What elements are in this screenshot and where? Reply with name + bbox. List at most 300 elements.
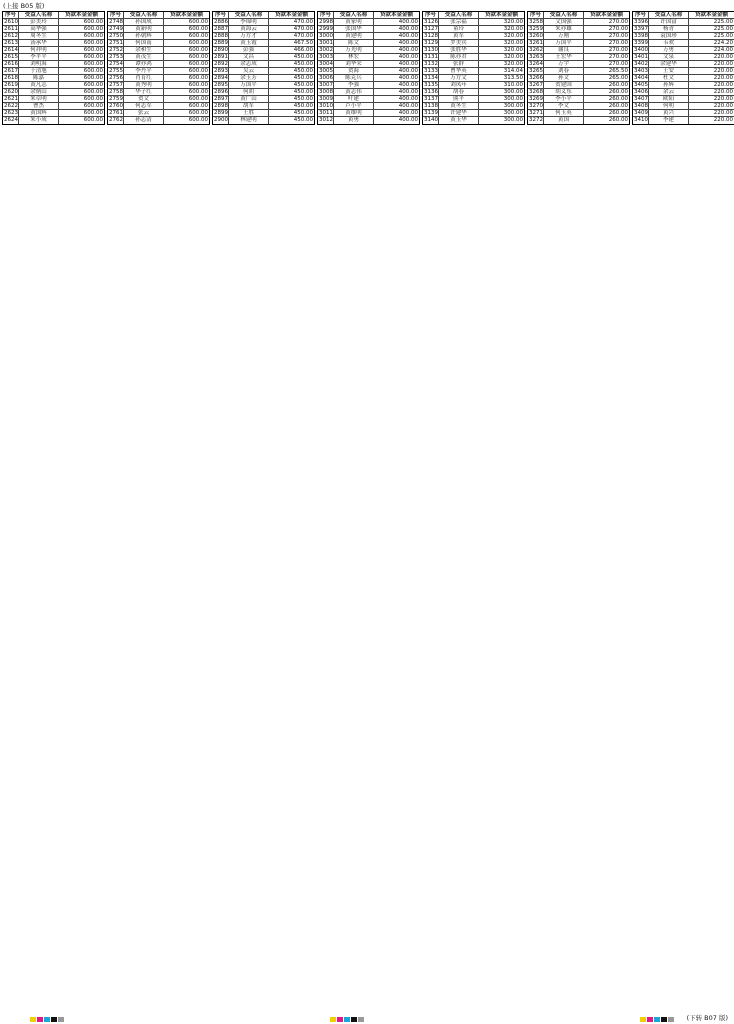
continued-to-note: (下转 B07 版) bbox=[686, 1014, 728, 1022]
print-color-marks-right bbox=[640, 1017, 674, 1022]
name-cell: 李丹平 bbox=[124, 68, 164, 74]
table-header-row bbox=[213, 12, 314, 19]
name-cell: 罗美宾 bbox=[439, 40, 479, 46]
seq-cell: 2889 bbox=[214, 40, 228, 46]
table-row bbox=[318, 61, 419, 68]
seq-cell: 3134 bbox=[424, 75, 438, 81]
print-color-marks-left bbox=[30, 1017, 64, 1022]
amount-cell: 600.00 bbox=[83, 110, 103, 116]
amount-cell: 600.00 bbox=[188, 103, 208, 109]
seq-cell: 2611 bbox=[4, 26, 18, 32]
amount-cell: 260.00 bbox=[608, 96, 628, 102]
seq-cell: 3269 bbox=[529, 96, 543, 102]
amount-cell: 600.00 bbox=[83, 117, 103, 123]
amount-cell: 450.00 bbox=[293, 75, 313, 81]
seq-cell: 3397 bbox=[634, 26, 648, 32]
amount-cell: 400.00 bbox=[398, 103, 418, 109]
seq-cell: 2760 bbox=[109, 103, 123, 109]
table-row bbox=[108, 54, 209, 61]
table-row bbox=[213, 103, 314, 110]
table-row bbox=[633, 117, 734, 124]
amount-cell: 600.00 bbox=[188, 68, 208, 74]
seq-cell: 3009 bbox=[319, 96, 333, 102]
seq-cell: 3401 bbox=[634, 54, 648, 60]
seq-cell: 2890 bbox=[214, 47, 228, 53]
seq-cell: 2759 bbox=[109, 96, 123, 102]
seq-cell: 3258 bbox=[529, 19, 543, 25]
amount-cell: 314.04 bbox=[503, 68, 523, 74]
seq-cell: 2897 bbox=[214, 96, 228, 102]
amount-cell: 270.00 bbox=[608, 61, 628, 67]
name-cell: 何胡 bbox=[229, 89, 269, 95]
table-row bbox=[633, 19, 734, 26]
amount-cell: 450.00 bbox=[293, 103, 313, 109]
name-cell: 李锦明 bbox=[229, 19, 269, 25]
seq-cell: 2752 bbox=[109, 47, 123, 53]
table-row bbox=[108, 47, 209, 54]
seq-cell: 3012 bbox=[319, 117, 333, 123]
amount-cell: 600.00 bbox=[83, 75, 103, 81]
table-row bbox=[423, 110, 524, 117]
seq-cell: 3267 bbox=[529, 82, 543, 88]
seq-cell: 2624 bbox=[4, 117, 18, 123]
amount-cell: 400.00 bbox=[398, 61, 418, 67]
table-row bbox=[213, 47, 314, 54]
table-row bbox=[108, 33, 209, 40]
seq-cell: 2618 bbox=[4, 75, 18, 81]
table-row bbox=[108, 68, 209, 75]
name-cell: 黄军 bbox=[439, 33, 479, 39]
name-cell: 何国南 bbox=[124, 40, 164, 46]
name-cell: 余云 bbox=[649, 89, 689, 95]
seq-cell: 3140 bbox=[424, 117, 438, 123]
table-row bbox=[318, 110, 419, 117]
name-cell: 黄玉霞 bbox=[229, 40, 269, 46]
name-cell: 杜文 bbox=[649, 75, 689, 81]
amount-cell: 220.00 bbox=[713, 117, 733, 123]
amount-cell: 225.00 bbox=[713, 19, 733, 25]
name-cell: 贺海 bbox=[334, 68, 374, 74]
table-row bbox=[528, 47, 629, 54]
table-row bbox=[528, 75, 629, 82]
name-cell: 陈嘉 bbox=[19, 75, 59, 81]
amount-cell: 225.00 bbox=[713, 26, 733, 32]
name-cell: 黄秀明 bbox=[124, 82, 164, 88]
name-cell: 张云 bbox=[124, 110, 164, 116]
name-cell: 许建华 bbox=[439, 110, 479, 116]
name-cell: 余炳山 bbox=[19, 89, 59, 95]
seq-cell: 2617 bbox=[4, 68, 18, 74]
seq-cell: 3011 bbox=[319, 110, 333, 116]
table-row bbox=[213, 75, 314, 82]
name-cell: 贺建国 bbox=[544, 82, 584, 88]
amount-cell: 600.00 bbox=[83, 68, 103, 74]
table-row bbox=[528, 68, 629, 75]
table-row bbox=[108, 61, 209, 68]
amount-cell: 224.00 bbox=[713, 47, 733, 53]
table-row bbox=[108, 103, 209, 110]
table-row bbox=[318, 117, 419, 124]
amount-header: 贷款本金金额 bbox=[64, 12, 98, 18]
seq-cell: 2750 bbox=[109, 33, 123, 39]
table-row bbox=[633, 110, 734, 117]
amount-header: 贷款本金金额 bbox=[379, 12, 413, 18]
table-row bbox=[423, 89, 524, 96]
seq-cell: 2756 bbox=[109, 75, 123, 81]
table-row bbox=[318, 54, 419, 61]
name-cell: 何玉英 bbox=[544, 110, 584, 116]
name-cell: 李平平 bbox=[19, 54, 59, 60]
seq-cell: 3007 bbox=[319, 82, 333, 88]
seq-cell: 3399 bbox=[634, 40, 648, 46]
table-row bbox=[423, 26, 524, 33]
name-cell: 孙国成 bbox=[124, 19, 164, 25]
amount-cell: 600.00 bbox=[188, 110, 208, 116]
table-row bbox=[423, 75, 524, 82]
name-cell: 华子红 bbox=[124, 89, 164, 95]
table-row bbox=[528, 19, 629, 26]
table-row bbox=[318, 75, 419, 82]
amount-cell: 320.00 bbox=[503, 33, 523, 39]
name-cell: 黄海云 bbox=[229, 26, 269, 32]
amount-cell: 224.20 bbox=[713, 40, 733, 46]
table-column-block bbox=[527, 11, 630, 125]
color-swatch bbox=[344, 1017, 350, 1022]
amount-cell: 600.00 bbox=[188, 117, 208, 123]
name-cell: 黄国辉 bbox=[19, 110, 59, 116]
name-cell: 陈亦君 bbox=[439, 54, 479, 60]
table-row bbox=[318, 19, 419, 26]
seq-cell: 3005 bbox=[319, 68, 333, 74]
name-cell: 黄家明 bbox=[334, 19, 374, 25]
name-cell: 黄国 bbox=[544, 117, 584, 124]
table-row bbox=[3, 110, 104, 117]
amount-cell: 600.00 bbox=[83, 54, 103, 60]
amount-cell: 300.00 bbox=[503, 103, 523, 109]
seq-header: 序号 bbox=[213, 12, 229, 18]
table-row bbox=[423, 61, 524, 68]
name-header: 受益人名称 bbox=[649, 12, 689, 18]
table-row bbox=[633, 75, 734, 82]
seq-cell: 2887 bbox=[214, 26, 228, 32]
amount-cell: 260.00 bbox=[608, 110, 628, 116]
table-header-row bbox=[318, 12, 419, 19]
name-cell: 于清旭 bbox=[19, 68, 59, 74]
table-row bbox=[318, 96, 419, 103]
table-row bbox=[3, 26, 104, 33]
amount-cell: 600.00 bbox=[188, 47, 208, 53]
amount-cell: 225.00 bbox=[713, 33, 733, 39]
name-header: 受益人名称 bbox=[334, 12, 374, 18]
seq-cell: 3138 bbox=[424, 103, 438, 109]
table-row bbox=[318, 68, 419, 75]
amount-cell: 320.00 bbox=[503, 47, 523, 53]
table-row bbox=[633, 61, 734, 68]
name-cell: 周冬生 bbox=[19, 33, 59, 39]
table-row bbox=[108, 96, 209, 103]
amount-cell: 600.00 bbox=[188, 26, 208, 32]
amount-cell: 600.00 bbox=[83, 40, 103, 46]
amount-header: 贷款本金金额 bbox=[694, 12, 728, 18]
name-cell: 林建明 bbox=[229, 117, 269, 124]
seq-cell: 3406 bbox=[634, 89, 648, 95]
name-cell: 袁国珍 bbox=[649, 33, 689, 39]
color-swatch bbox=[337, 1017, 343, 1022]
seq-cell: 3261 bbox=[529, 40, 543, 46]
name-cell: 黄志伟 bbox=[334, 89, 374, 95]
seq-cell: 3128 bbox=[424, 33, 438, 39]
seq-cell: 2999 bbox=[319, 26, 333, 32]
amount-cell: 400.00 bbox=[398, 89, 418, 95]
amount-cell: 320.00 bbox=[503, 19, 523, 25]
seq-cell: 2755 bbox=[109, 68, 123, 74]
table-row bbox=[633, 96, 734, 103]
amount-cell: 220.00 bbox=[713, 110, 733, 116]
name-cell: 孙朝辉 bbox=[124, 33, 164, 39]
color-swatch bbox=[640, 1017, 646, 1022]
seq-cell: 2613 bbox=[4, 40, 18, 46]
seq-cell: 2749 bbox=[109, 26, 123, 32]
seq-cell: 3405 bbox=[634, 82, 648, 88]
seq-cell: 3010 bbox=[319, 103, 333, 109]
name-cell: 黄勇 bbox=[334, 117, 374, 124]
name-cell: 万国平 bbox=[229, 82, 269, 88]
name-cell: 卢小平 bbox=[334, 103, 374, 109]
seq-cell: 2896 bbox=[214, 89, 228, 95]
amount-cell: 270.00 bbox=[608, 47, 628, 53]
seq-cell: 3403 bbox=[634, 68, 648, 74]
seq-cell: 2616 bbox=[4, 61, 18, 67]
name-cell: 刘凤年 bbox=[439, 82, 479, 88]
color-swatch bbox=[668, 1017, 674, 1022]
seq-cell: 2614 bbox=[4, 47, 18, 53]
name-cell: 万光明 bbox=[334, 47, 374, 53]
seq-cell: 2898 bbox=[214, 103, 228, 109]
table-header-row bbox=[423, 12, 524, 19]
amount-header: 贷款本金金额 bbox=[484, 12, 518, 18]
name-cell: 张宗福 bbox=[439, 19, 479, 25]
amount-cell: 270.00 bbox=[608, 26, 628, 32]
table-row bbox=[423, 40, 524, 47]
name-cell: 何祥明 bbox=[19, 47, 59, 53]
name-cell: 王胜 bbox=[229, 110, 269, 116]
name-cell: 吴云 bbox=[229, 68, 269, 74]
seq-cell: 3135 bbox=[424, 82, 438, 88]
amount-cell: 400.00 bbox=[398, 75, 418, 81]
table-row bbox=[3, 89, 104, 96]
amount-cell: 600.00 bbox=[188, 96, 208, 102]
amount-cell: 300.00 bbox=[503, 110, 523, 116]
name-cell: 黄维明 bbox=[334, 110, 374, 116]
seq-cell: 3400 bbox=[634, 47, 648, 53]
name-cell: 张国华 bbox=[334, 26, 374, 32]
amount-cell: 320.00 bbox=[503, 61, 523, 67]
amount-cell: 600.00 bbox=[188, 82, 208, 88]
amount-cell: 400.00 bbox=[398, 33, 418, 39]
amount-cell: 450.00 bbox=[293, 54, 313, 60]
table-column-block bbox=[422, 11, 525, 125]
name-cell: 朱小成 bbox=[19, 117, 59, 124]
name-cell: 彭美玲 bbox=[19, 19, 59, 25]
name-cell: 熊平 bbox=[439, 96, 479, 102]
table-row bbox=[423, 33, 524, 40]
name-cell: 文昌 bbox=[229, 54, 269, 60]
amount-cell: 600.00 bbox=[83, 96, 103, 102]
table-row bbox=[423, 19, 524, 26]
name-cell: 叶建 bbox=[334, 96, 374, 102]
seq-cell: 2748 bbox=[109, 19, 123, 25]
amount-cell: 313.50 bbox=[503, 75, 523, 81]
seq-cell: 3001 bbox=[319, 40, 333, 46]
table-row bbox=[213, 54, 314, 61]
name-cell: 万方才 bbox=[229, 33, 269, 39]
amount-header: 贷款本金金额 bbox=[169, 12, 203, 18]
amount-cell: 600.00 bbox=[188, 33, 208, 39]
name-cell: 万方文 bbox=[439, 75, 479, 81]
name-cell: 陈文 bbox=[334, 40, 374, 46]
color-swatch bbox=[661, 1017, 667, 1022]
seq-cell: 2892 bbox=[214, 61, 228, 67]
table-header-row bbox=[528, 12, 629, 19]
name-cell: 杨青 bbox=[649, 26, 689, 32]
table-row bbox=[3, 117, 104, 124]
seq-cell: 3139 bbox=[424, 110, 438, 116]
seq-cell: 2761 bbox=[109, 110, 123, 116]
amount-cell: 467.50 bbox=[293, 40, 313, 46]
table-row bbox=[108, 19, 209, 26]
name-cell: 林宏 bbox=[334, 54, 374, 60]
table-row bbox=[528, 33, 629, 40]
name-cell: 万勇 bbox=[649, 47, 689, 53]
amount-header: 贷款本金金额 bbox=[589, 12, 623, 18]
table-row bbox=[633, 40, 734, 47]
seq-cell: 2895 bbox=[214, 82, 228, 88]
seq-cell: 2612 bbox=[4, 33, 18, 39]
seq-cell: 3136 bbox=[424, 89, 438, 95]
seq-cell: 2610 bbox=[4, 19, 18, 25]
name-cell: 王宏华 bbox=[544, 54, 584, 60]
name-cell: 彭强 bbox=[229, 47, 269, 53]
seq-cell: 3130 bbox=[424, 47, 438, 53]
seq-cell: 3132 bbox=[424, 61, 438, 67]
seq-cell: 3131 bbox=[424, 54, 438, 60]
seq-cell: 3004 bbox=[319, 61, 333, 67]
name-cell: 黄冬生 bbox=[439, 103, 479, 109]
name-header: 受益人名称 bbox=[124, 12, 164, 18]
amount-cell: 300.00 bbox=[503, 117, 523, 123]
table-row bbox=[108, 75, 209, 82]
amount-cell: 400.00 bbox=[398, 117, 418, 123]
table-row bbox=[3, 82, 104, 89]
table-row bbox=[213, 89, 314, 96]
amount-cell: 260.00 bbox=[608, 117, 628, 123]
table-row bbox=[633, 33, 734, 40]
table-row bbox=[3, 33, 104, 40]
table-row bbox=[3, 103, 104, 110]
seq-cell: 3002 bbox=[319, 47, 333, 53]
seq-cell: 3407 bbox=[634, 96, 648, 102]
table-row bbox=[318, 26, 419, 33]
table-row bbox=[3, 68, 104, 75]
amount-cell: 220.00 bbox=[713, 96, 733, 102]
seq-cell: 3008 bbox=[319, 89, 333, 95]
name-cell: 文国强 bbox=[544, 19, 584, 25]
table-row bbox=[213, 82, 314, 89]
table-row bbox=[528, 61, 629, 68]
table-row bbox=[108, 110, 209, 117]
name-cell: 童玲 bbox=[439, 26, 479, 32]
continued-from-note: (上接 B05 版) bbox=[3, 2, 45, 10]
name-cell: 黄兴 bbox=[649, 110, 689, 116]
name-cell: 胡义东 bbox=[544, 89, 584, 95]
name-cell: 文泉 bbox=[649, 54, 689, 60]
seq-cell: 3137 bbox=[424, 96, 438, 102]
seq-cell: 3408 bbox=[634, 103, 648, 109]
amount-cell: 220.00 bbox=[713, 82, 733, 88]
name-cell: 欧阳 bbox=[649, 96, 689, 102]
name-cell: 黄茂生 bbox=[124, 54, 164, 60]
color-swatch bbox=[330, 1017, 336, 1022]
seq-cell: 3127 bbox=[424, 26, 438, 32]
seq-cell: 3126 bbox=[424, 19, 438, 25]
table-row bbox=[318, 40, 419, 47]
amount-cell: 310.00 bbox=[503, 82, 523, 88]
seq-cell: 3270 bbox=[529, 103, 543, 109]
seq-cell: 3262 bbox=[529, 47, 543, 53]
amount-cell: 450.00 bbox=[293, 68, 313, 74]
seq-cell: 2754 bbox=[109, 61, 123, 67]
name-cell: 孙文 bbox=[544, 75, 584, 81]
table-row bbox=[528, 110, 629, 117]
color-swatch bbox=[351, 1017, 357, 1022]
seq-cell: 2899 bbox=[214, 110, 228, 116]
name-cell: 汤承华 bbox=[19, 40, 59, 46]
table-row bbox=[528, 96, 629, 103]
amount-cell: 600.00 bbox=[83, 82, 103, 88]
seq-cell: 3404 bbox=[634, 75, 648, 81]
name-cell: 许国富 bbox=[649, 19, 689, 25]
table-row bbox=[213, 19, 314, 26]
name-cell: 万宇 bbox=[544, 61, 584, 67]
table-row bbox=[423, 54, 524, 61]
name-cell: 曹杰 bbox=[19, 103, 59, 109]
table-row bbox=[108, 40, 209, 47]
amount-cell: 600.00 bbox=[83, 61, 103, 67]
name-header: 受益人名称 bbox=[439, 12, 479, 18]
color-swatch bbox=[30, 1017, 36, 1022]
amount-cell: 600.00 bbox=[83, 47, 103, 53]
name-cell: 朱亦雄 bbox=[544, 26, 584, 32]
amount-cell: 220.00 bbox=[713, 54, 733, 60]
seq-header: 序号 bbox=[423, 12, 439, 18]
amount-cell: 220.00 bbox=[713, 61, 733, 67]
name-cell: 孙志清 bbox=[124, 117, 164, 124]
color-swatch bbox=[37, 1017, 43, 1022]
amount-cell: 260.00 bbox=[608, 103, 628, 109]
seq-cell: 2621 bbox=[4, 96, 18, 102]
loan-beneficiary-table bbox=[2, 11, 734, 125]
name-header: 受益人名称 bbox=[19, 12, 59, 18]
seq-cell: 2762 bbox=[109, 117, 123, 123]
seq-cell: 2753 bbox=[109, 54, 123, 60]
amount-cell: 600.00 bbox=[83, 89, 103, 95]
table-row bbox=[213, 117, 314, 124]
color-swatch bbox=[358, 1017, 364, 1022]
seq-cell: 2615 bbox=[4, 54, 18, 60]
name-cell: 余玉芳 bbox=[229, 75, 269, 81]
seq-cell: 3402 bbox=[634, 61, 648, 67]
table-row bbox=[213, 33, 314, 40]
